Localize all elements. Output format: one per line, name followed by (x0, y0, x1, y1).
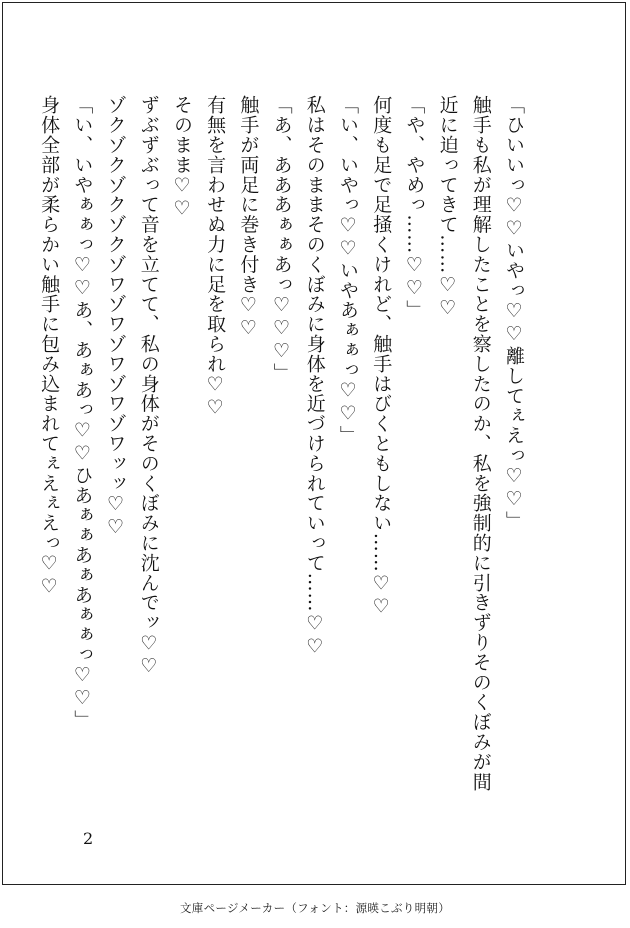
text-line: 何度も足で足掻くけれど、触手はびくともしない……♡♡ (370, 95, 393, 619)
text-line: 触手も私が理解したことを察したのか、私を強制的に引きずりそのくぼみが間 (469, 95, 492, 792)
text-line: 「あ、あああぁぁあっ♡♡♡」 (270, 95, 293, 383)
text-line: 身体全部が柔らかい触手に包み込まれてぇえぇえっ♡♡ (38, 95, 61, 599)
text-line: ずぶずぶって音を立てて、私の身体がそのくぼみに沈んでッ♡♡ (137, 95, 160, 679)
body-text (32, 95, 530, 792)
text-line: 「や、やめっ……♡♡」 (403, 95, 426, 320)
text-line: 触手が両足に巻き付き♡♡ (237, 95, 260, 340)
text-line: 「い、いやっ♡♡いやあぁぁっ♡♡」 (336, 95, 359, 446)
text-line: 「い、いやぁぁっ♡♡あ、あぁあっ♡♡ひあぁぁあぁあぁぁっ♡♡」 (71, 95, 94, 730)
text-line: 私はそのままそのくぼみに身体を近づけられていって……♡♡ (303, 95, 326, 659)
text-line: 近に迫ってきて……♡♡ (436, 95, 459, 320)
text-line: 有無を言わせぬ力に足を取られ♡♡ (204, 95, 227, 420)
text-line: 「ひいいっ♡♡いやっ♡♡離してぇえっ♡♡」 (503, 95, 525, 531)
page-frame (2, 2, 626, 885)
text-line: ゾクゾクゾクゾクゾワゾワゾワゾワゾワッッ♡♡ (104, 95, 127, 539)
page-number: 2 (83, 829, 94, 848)
text-line: そのまま♡♡ (170, 95, 193, 221)
footer-caption: 文庫ページメーカー（フォント：源暎こぶり明朝） (179, 901, 451, 915)
